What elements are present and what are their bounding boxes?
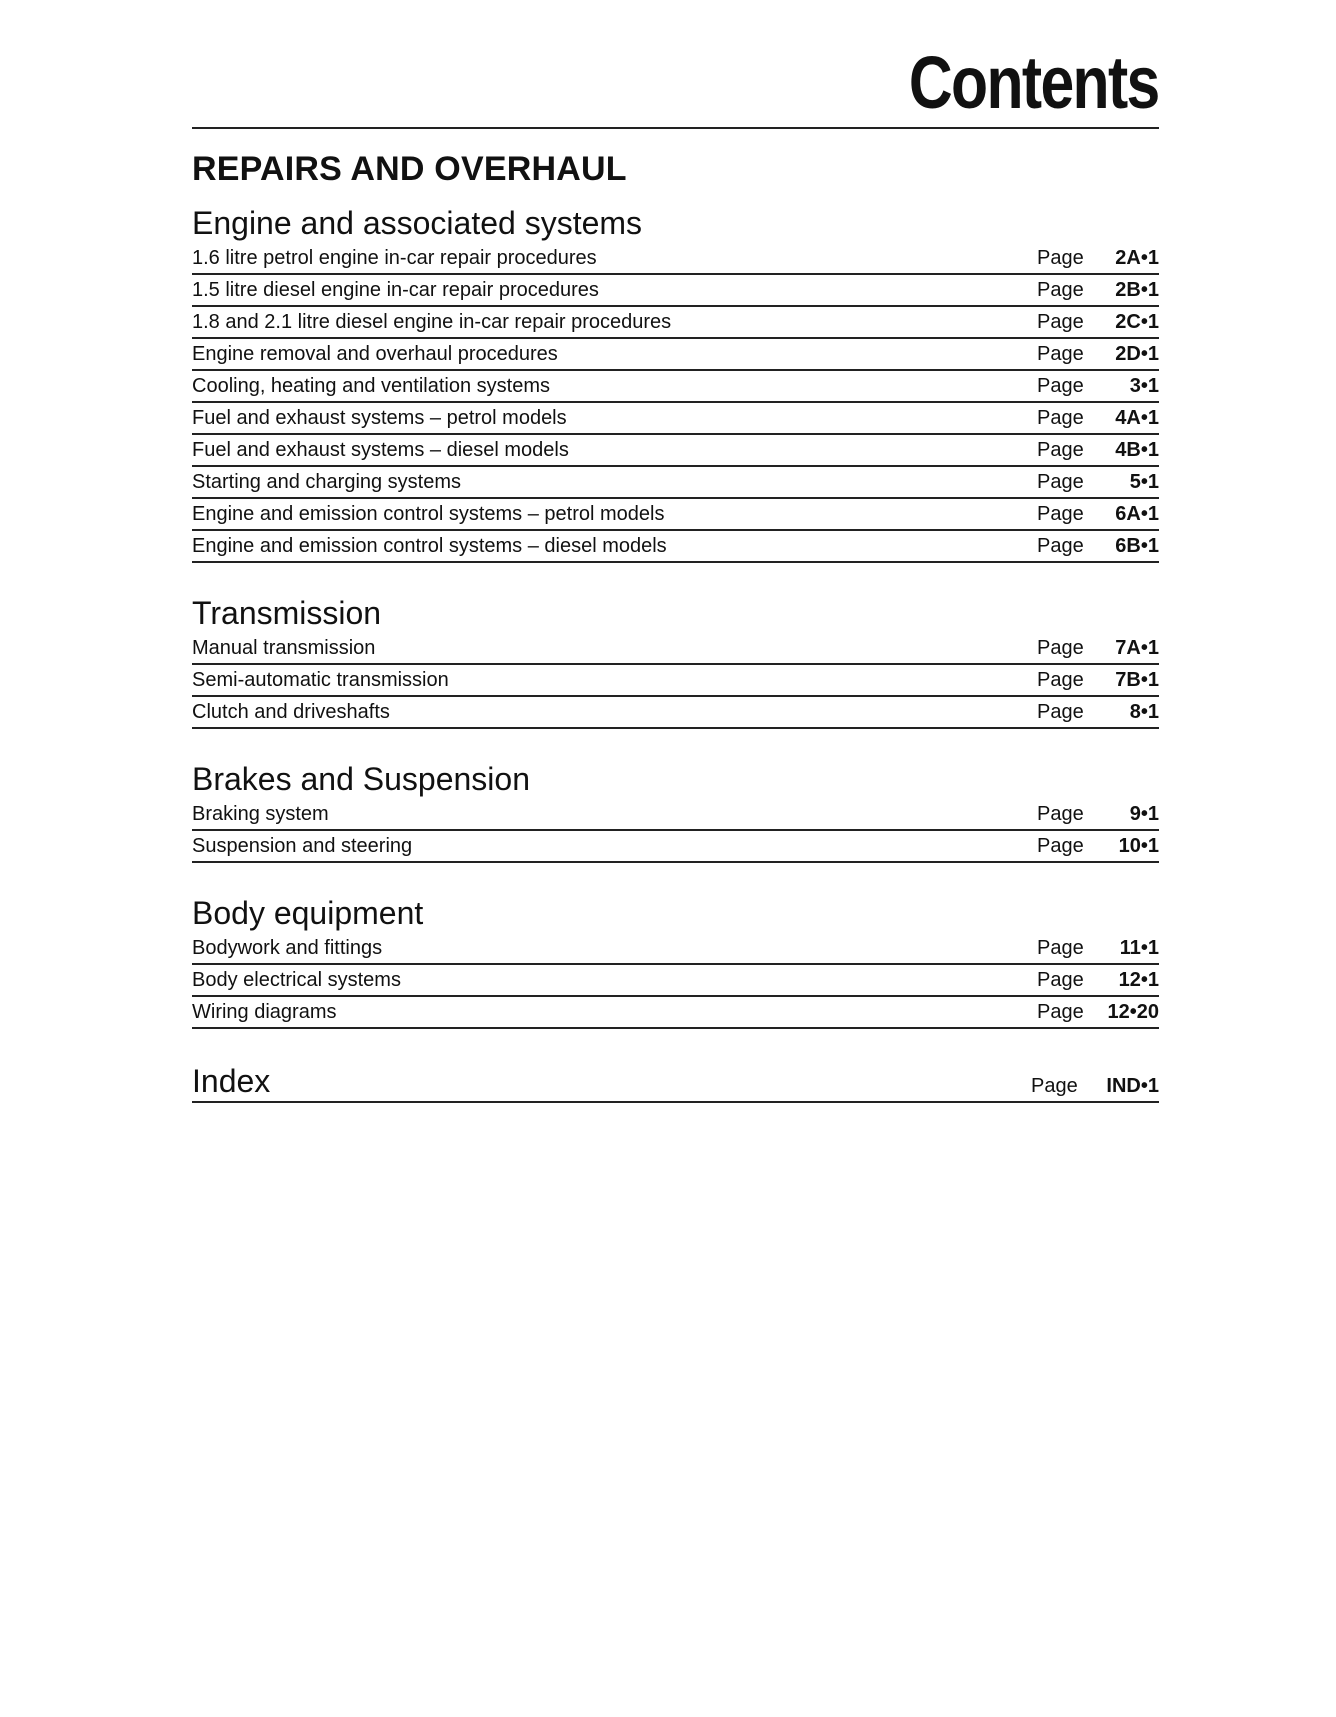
page-number: 4B•1 [1115, 439, 1159, 461]
toc-row[interactable] [192, 243, 1159, 275]
page-prefix: Page [1037, 407, 1084, 429]
toc-entry-label: Engine and emission control systems – diesel models [192, 535, 667, 557]
toc-entry-label: Braking system [192, 803, 329, 825]
toc-row[interactable] [192, 531, 1159, 563]
toc-entry-label: Starting and charging systems [192, 471, 462, 493]
page-prefix: Page [1037, 343, 1084, 365]
toc-entry-label: Suspension and steering [192, 835, 413, 857]
page-number: 2A•1 [1115, 247, 1159, 269]
page-prefix: Page [1037, 503, 1084, 525]
toc-entry-label: Manual transmission [192, 637, 376, 659]
toc-section [192, 759, 1159, 863]
toc-entry-label: 1.8 and 2.1 litre diesel engine in-car repair procedures [192, 311, 672, 333]
page-number: 11•1 [1119, 937, 1159, 959]
page-prefix: Page [1037, 1001, 1084, 1023]
toc-row[interactable] [192, 435, 1159, 467]
page-prefix: Page [1037, 803, 1084, 825]
toc-sections [192, 203, 1159, 1103]
toc-row[interactable] [192, 403, 1159, 435]
toc-row[interactable] [192, 371, 1159, 403]
page-number: 2C•1 [1115, 311, 1159, 333]
page-number: IND•1 [1106, 1075, 1159, 1097]
page-prefix: Page [1037, 279, 1084, 301]
page-prefix: Page [1037, 669, 1084, 691]
page-number: 2B•1 [1115, 279, 1159, 301]
toc-row[interactable] [192, 307, 1159, 339]
page-prefix: Page [1037, 701, 1084, 723]
page-number: 10•1 [1118, 835, 1159, 857]
toc-row[interactable] [192, 499, 1159, 531]
toc-row[interactable] [192, 799, 1159, 831]
page-number: 7B•1 [1115, 669, 1159, 691]
section-title: Engine and associated systems [192, 205, 643, 241]
toc-entry-label: 1.5 litre diesel engine in-car repair procedures [192, 279, 599, 301]
index-row[interactable] [192, 1059, 1159, 1103]
toc-entry-label: Wiring diagrams [192, 1001, 337, 1023]
toc-entry-label: Bodywork and fittings [192, 937, 383, 959]
toc-row[interactable] [192, 339, 1159, 371]
title-divider [192, 127, 1159, 129]
page-prefix: Page [1037, 835, 1084, 857]
page-number: 8•1 [1129, 701, 1159, 723]
toc-section [192, 203, 1159, 563]
toc-entry-label: 1.6 litre petrol engine in-car repair procedures [192, 247, 597, 269]
page-number: 6A•1 [1115, 503, 1159, 525]
page-number: 4A•1 [1115, 407, 1159, 429]
toc-row[interactable] [192, 697, 1159, 729]
page-prefix: Page [1037, 969, 1084, 991]
section-title: Body equipment [192, 895, 424, 931]
toc-entry-label: Fuel and exhaust systems – petrol models [192, 407, 567, 429]
toc-section [192, 893, 1159, 1029]
toc-entry-label: Clutch and driveshafts [192, 701, 390, 723]
page-prefix: Page [1037, 375, 1084, 397]
part-heading: REPAIRS AND OVERHAUL [192, 150, 627, 188]
page-prefix: Page [1037, 535, 1084, 557]
page-prefix: Page [1037, 471, 1084, 493]
page-number: 12•1 [1118, 969, 1159, 991]
toc-entry-label: Semi-automatic transmission [192, 669, 449, 691]
toc-row[interactable] [192, 997, 1159, 1029]
page-prefix: Page [1037, 637, 1084, 659]
toc-entry-label: Engine and emission control systems – petrol models [192, 503, 665, 525]
page-number: 2D•1 [1115, 343, 1159, 365]
toc-row[interactable] [192, 467, 1159, 499]
toc-section [192, 593, 1159, 729]
index-title: Index [192, 1063, 271, 1099]
section-title: Brakes and Suspension [192, 761, 530, 797]
section-title: Transmission [192, 595, 382, 631]
page-prefix: Page [1031, 1075, 1078, 1097]
page-number: 5•1 [1129, 471, 1159, 493]
page-prefix: Page [1037, 439, 1084, 461]
toc-row[interactable] [192, 275, 1159, 307]
toc-entry-label: Cooling, heating and ventilation systems [192, 375, 550, 397]
toc-entry-label: Engine removal and overhaul procedures [192, 343, 558, 365]
toc-row[interactable] [192, 665, 1159, 697]
page-prefix: Page [1037, 311, 1084, 333]
page-number: 9•1 [1129, 803, 1159, 825]
toc-row[interactable] [192, 831, 1159, 863]
page-number: 7A•1 [1115, 637, 1159, 659]
page-prefix: Page [1037, 937, 1084, 959]
page-number: 12•20 [1107, 1001, 1159, 1023]
toc-entry-label: Fuel and exhaust systems – diesel models [192, 439, 569, 461]
toc-entry-label: Body electrical systems [192, 969, 401, 991]
page-title: Contents [909, 41, 1159, 124]
toc-row[interactable] [192, 965, 1159, 997]
page-number: 3•1 [1129, 375, 1159, 397]
toc-row[interactable] [192, 633, 1159, 665]
page-prefix: Page [1037, 247, 1084, 269]
page-number: 6B•1 [1115, 535, 1159, 557]
toc-row[interactable] [192, 933, 1159, 965]
